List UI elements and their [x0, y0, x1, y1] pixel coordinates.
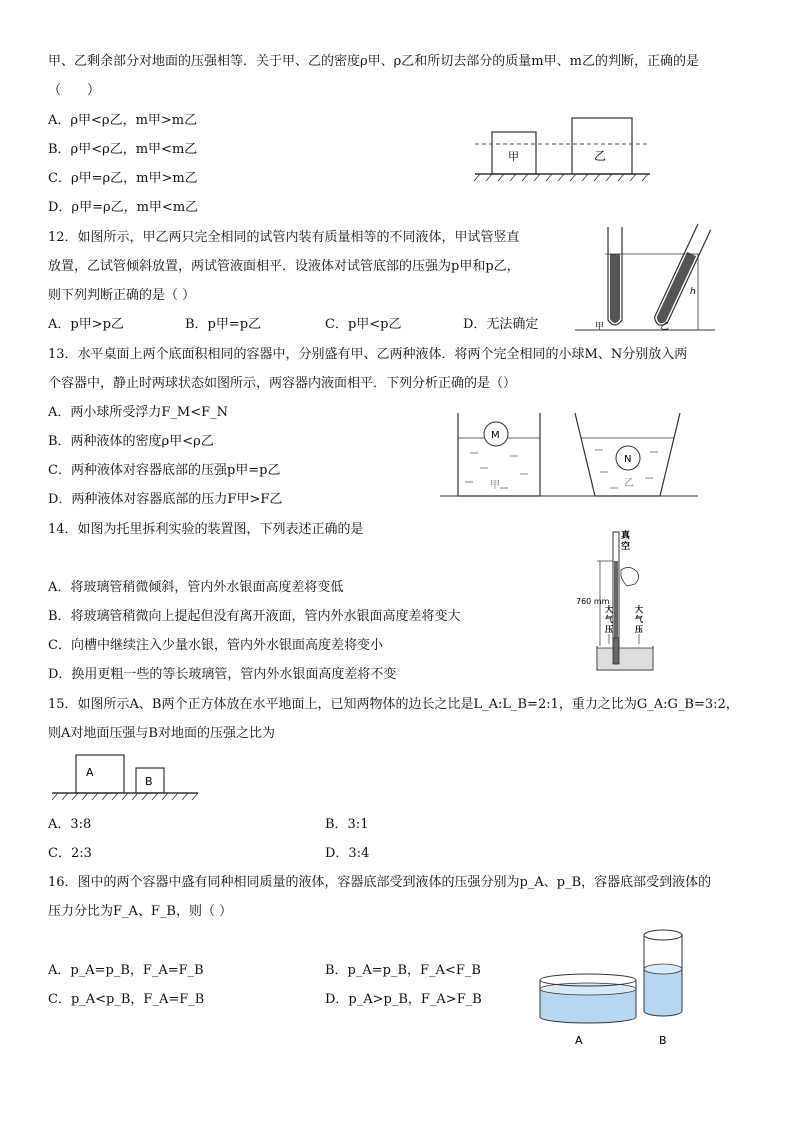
q11-stem-line1: 甲、乙剩余部分对地面的压强相等．关于甲、乙的密度ρ甲、ρ乙和所切去部分的质量m甲、m乙的判断，正确的是 [48, 54, 699, 69]
q12-stem-line3: 则下列判断正确的是（ ） [48, 288, 196, 303]
q12-option-a: A．p甲>p乙 [48, 317, 124, 332]
q11-stem-line2: （ ） [48, 83, 101, 98]
q11-option-b: B．ρ甲<ρ乙，m甲<m乙 [48, 142, 198, 157]
q13-option-b: B．两种液体的密度ρ甲<ρ乙 [48, 434, 214, 449]
cube-a [76, 755, 124, 793]
label-atm-inner-2: 气 [605, 615, 613, 624]
label-atm-outer-2: 气 [635, 615, 643, 624]
ground-hatch [474, 174, 648, 181]
ground-hatch [52, 793, 198, 800]
q15-stem-line1 [48, 696, 739, 714]
q14-option-d: D．换用更粗一些的等长玻璃管，管内外水银面高度差将不变 [48, 667, 397, 682]
q11-option-c: C．ρ甲=ρ乙，m甲>m乙 [48, 171, 198, 186]
q16-figure [532, 925, 702, 1050]
label-yi: 乙 [660, 322, 670, 332]
q13-figure [440, 408, 700, 503]
q15-option-d: D．3:4 [325, 846, 370, 861]
label-atm-outer-1: 大 [635, 605, 643, 614]
q16-stem-line2: 压力分比为F_A、F_B，则（ ） [48, 904, 233, 919]
q16-option-d: D．p_A>p_B，F_A>F_B [325, 992, 482, 1007]
block-yi [572, 118, 632, 174]
label-atm-outer-3: 压 [635, 625, 643, 634]
q15-figure [48, 752, 203, 802]
label-b: B [659, 1034, 667, 1047]
hand-icon [621, 567, 639, 586]
label-jia: 甲 [595, 322, 605, 332]
label-m: M [491, 430, 500, 441]
q12-option-c: C．p甲<p乙 [325, 317, 402, 332]
q13-stem-line1: 13．水平桌面上两个底面积相同的容器中，分别盛有甲、乙两种液体．将两个完全相同的小球M、N分别放入两 [48, 347, 688, 362]
q15-option-c: C．2:3 [48, 846, 92, 861]
q14-option-a: A．将玻璃管稍微倾斜，管内外水银面高度差将变低 [48, 580, 344, 595]
q14-option-c: C．向槽中继续注入少量水银，管内外水银面高度差将变小 [48, 638, 383, 653]
q12-option-d: D．无法确定 [463, 317, 539, 332]
q13-option-d: D．两种液体对容器底部的压力F甲>F乙 [48, 492, 283, 507]
label-b: B [145, 775, 153, 788]
label-yi: 乙 [624, 478, 634, 489]
q16-option-a: A．p_A=p_B，F_A=F_B [48, 963, 204, 978]
label-jia: 甲 [508, 150, 519, 163]
q15-stem-line1-text: 15．如图所示A、B两个正方体放在水平地面上，已知两物体的边长之比是L_A:L_B=2:1，重力之比为G_A:G_B=3:2， [48, 697, 739, 712]
label-vacuum-1: 真 [621, 531, 631, 541]
q15-option-b: B．3:1 [325, 817, 369, 832]
q12-stem-line1: 12．如图所示，甲乙两只完全相同的试管内装有质量相等的不同液体，甲试管竖直 [48, 230, 520, 245]
label-a: A [575, 1034, 583, 1047]
q14-stem: 14．如图为托里拆利实验的装置图，下列表述正确的是 [48, 522, 364, 537]
tube-yi [652, 224, 710, 328]
trough-mercury [598, 648, 652, 669]
label-vacuum-2: 空 [621, 542, 631, 552]
label-yi: 乙 [594, 149, 607, 163]
q12-option-b: B．p甲=p乙 [185, 317, 262, 332]
q12-figure [570, 222, 720, 334]
q16-option-c: C．p_A<p_B，F_A=F_B [48, 992, 205, 1007]
q13-option-a: A．两小球所受浮力F_M<F_N [48, 405, 229, 420]
q13-stem-line2: 个容器中，静止时两球状态如图所示，两容器内液面相平．下列分析正确的是（） [48, 376, 517, 391]
q13-option-c: C．两种液体对容器底部的压强p甲=p乙 [48, 463, 281, 478]
label-a: A [86, 766, 94, 779]
label-jia: 甲 [490, 480, 500, 491]
container-b [644, 930, 682, 1016]
label-n: N [624, 454, 632, 465]
q11-figure [470, 112, 660, 187]
q16-stem-line1: 16．图中的两个容器中盛有同种相同质量的液体，容器底部受到液体的压强分别为p_A、p_B，容器底部受到液体的 [48, 875, 712, 890]
label-atm-inner-1: 大 [605, 605, 613, 614]
q12-stem-line2: 放置，乙试管倾斜放置，两试管液面相平．设液体对试管底部的压强为p甲和p乙， [48, 259, 520, 274]
label-atm-inner-3: 压 [605, 625, 613, 634]
q14-figure [575, 528, 660, 678]
q15-option-a: A．3:8 [48, 817, 92, 832]
q16-option-b: B．p_A=p_B，F_A<F_B [325, 963, 481, 978]
label-h: h [690, 287, 696, 297]
q14-option-b: B．将玻璃管稍微向上提起但没有离开液面，管内外水银面高度差将变大 [48, 609, 461, 624]
label-760mm: 760 mm [576, 597, 610, 606]
q11-option-d: D．ρ甲=ρ乙，m甲<m乙 [48, 200, 199, 215]
container-a [540, 974, 636, 1023]
q15-stem-line2: 则A对地面压强与B对地面的压强之比为 [48, 726, 275, 741]
q11-option-a: A．ρ甲<ρ乙，m甲>m乙 [48, 113, 198, 128]
liquid-jia [610, 254, 620, 323]
